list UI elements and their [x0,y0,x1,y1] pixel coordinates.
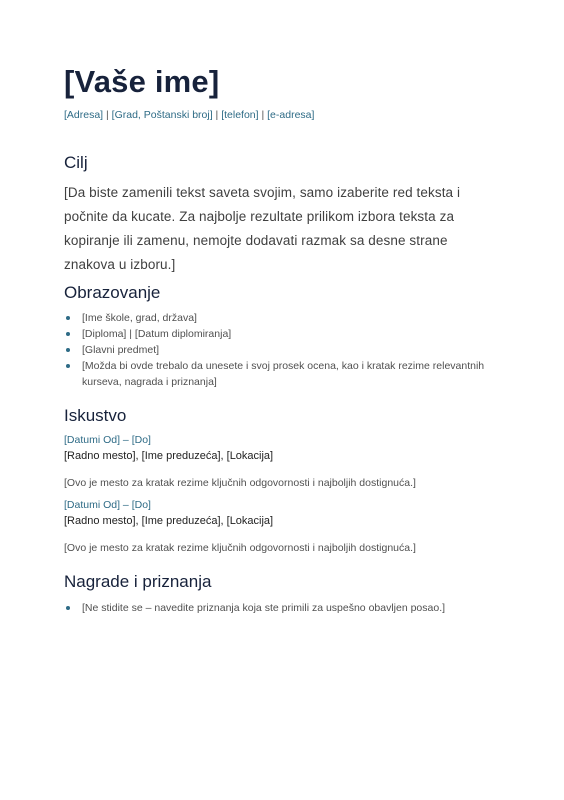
resume-name[interactable]: [Vaše ime] [64,64,220,99]
bullet-icon [66,348,70,352]
contact-separator: | [103,109,112,121]
education-item[interactable]: [Možda bi ovde trebalo da unesete i svoj prosek ocena, kao i kratak rezime relevantnih kurseva, nagrada i priznanja] [64,358,504,390]
objective-heading: Cilj [64,153,88,172]
job-description[interactable]: [Ovo je mesto za kratak rezime ključnih odgovornosti i najboljih dostignuća.] [64,477,416,489]
bullet-icon [66,606,70,610]
contact-line [64,109,314,121]
contact-address[interactable]: [Adresa] [64,109,104,121]
bullet-icon [66,332,70,336]
awards-heading: Nagrade i priznanja [64,572,212,591]
education-list [64,310,504,390]
objective-line: znakova u izboru.] [64,257,176,272]
job-role[interactable]: [Radno mesto], [Ime preduzeća], [Lokacija] [64,515,274,527]
job-role[interactable]: [Radno mesto], [Ime preduzeća], [Lokacija] [64,450,274,462]
education-item[interactable]: [Diploma] | [Datum diplomiranja] [64,326,504,342]
contact-email[interactable]: [e-adresa] [267,109,315,121]
awards-list [64,600,504,616]
experience-heading: Iskustvo [64,406,127,425]
job-dates[interactable]: [Datumi Od] – [Do] [64,434,151,446]
contact-city-zip[interactable]: [Grad, Poštanski broj] [111,109,213,121]
contact-separator: | [212,109,222,121]
objective-line: počnite da kucate. Za najbolje rezultate prilikom izbora teksta za [64,209,455,224]
job-dates[interactable]: [Datumi Od] – [Do] [64,499,151,511]
job-description[interactable]: [Ovo je mesto za kratak rezime ključnih odgovornosti i najboljih dostignuća.] [64,542,416,554]
objective-text[interactable] [64,181,494,277]
education-item[interactable]: [Ime škole, grad, država] [64,310,504,326]
bullet-icon [66,316,70,320]
contact-separator: | [258,109,268,121]
objective-line: [Da biste zamenili tekst saveta svojim, samo izaberite red teksta i [64,185,461,200]
awards-item[interactable]: [Ne stidite se – navedite priznanja koja ste primili za uspešno obavljen posao.] [64,600,504,616]
bullet-icon [66,364,70,368]
education-heading: Obrazovanje [64,283,161,302]
contact-phone[interactable]: [telefon] [221,109,259,121]
objective-line: kopiranje ili zamenu, nemojte dodavati razmak sa desne strane [64,233,448,248]
education-item[interactable]: [Glavni predmet] [64,342,504,358]
